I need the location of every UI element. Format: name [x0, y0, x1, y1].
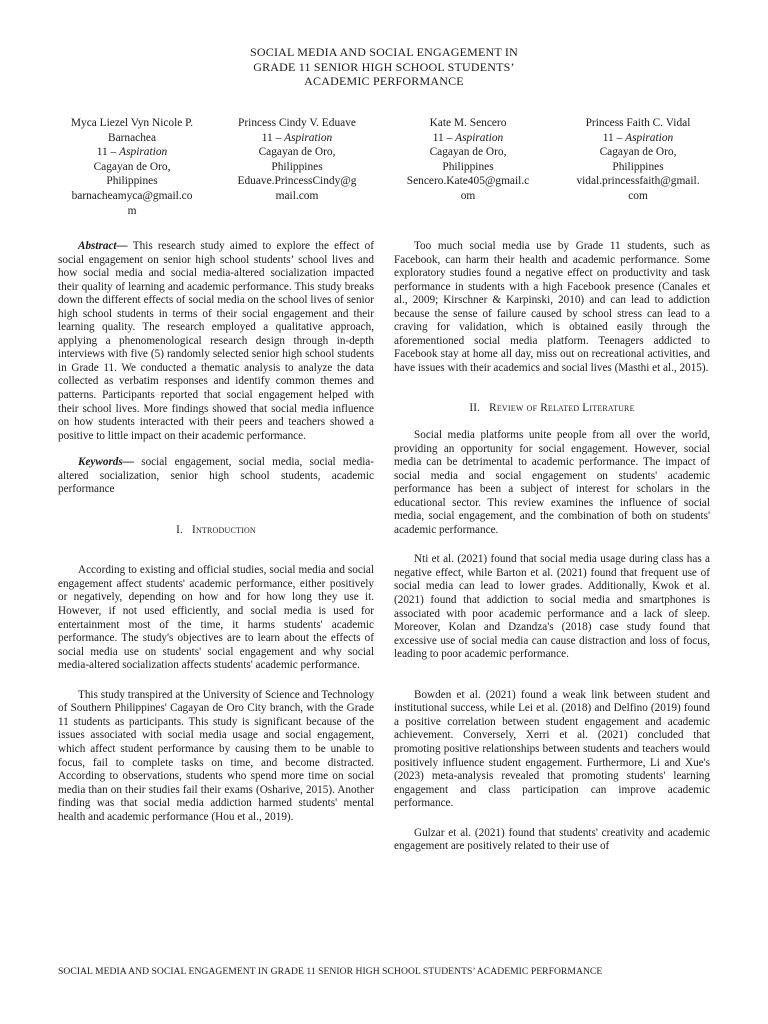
- author-email: com: [628, 189, 648, 202]
- author-name: Barnachea: [107, 131, 157, 144]
- intro-paragraph: According to existing and official studies, social media and social engagement affect students' academic performance, either positively or negatively, depending on how and for how long they use it. However, if not used efficiently, and social media is used for entertainment most of the time, it harms students' academic performance. The study's objectives are to learn about the effects of social media use on students' social engagement and why social media-altered socialization affects students' academic performance.: [58, 564, 374, 672]
- author-email: Eduave.PrincessCindy@g: [237, 175, 357, 188]
- author-email: mail.com: [275, 189, 319, 202]
- author-name: Princess Cindy V. Eduave: [238, 117, 356, 129]
- author-name: Kate M. Sencero: [429, 117, 507, 129]
- title-line: SOCIAL MEDIA AND SOCIAL ENGAGEMENT IN: [250, 45, 518, 59]
- review-paragraph: Social media platforms unite people from all over the world, providing an opportunity for social engagement. However, social media can be detrimental to academic performance. The impact of social media and social engagement on students' academic performance has been a subject of interest for scholars in the educational sector. This review examines the influence of social media, social engagement, and the combination of both on students' academic performance.: [394, 429, 710, 536]
- author-country: Philippines: [612, 160, 664, 173]
- author-email: Sencero.Kate405@gmail.c: [406, 175, 530, 188]
- review-paragraph: Bowden et al. (2021) found a weak link between student and institutional success, while Lei et al. (2018) and Delfino (2019) found a positive correlation between student engagement and academic achievement. Conversely, Xerri et al. (2021) concluded that promoting positive relationships between students and teachers would positively influence student engagement. Furthermore, Li and Xue's (2023) meta-analysis revealed that promoting students' learning engagement and class participation can improve academic performance.: [394, 688, 710, 810]
- author-country: Philippines: [271, 160, 323, 173]
- paper-title: [184, 45, 584, 89]
- intro-continuation-paragraph: Too much social media use by Grade 11 students, such as Facebook, can harm their health and academic performance. Some exploratory studies found a negative effect on productivity and task performance in students with a high Facebook presence (Canales et al., 2009; Kirschner & Karpinski, 2010) and can lead to addiction because the sense of failure caused by school stress can lead to a craving for validation, which is obtained easily through the aforementioned social media platform. Teenagers addicted to Facebook stay at home all day, miss out on recreational activities, and have issues with their academics and social lives (Masthi et al., 2015).: [394, 240, 710, 374]
- author-email: m: [127, 204, 137, 217]
- author-city: Cagayan de Oro,: [258, 146, 336, 159]
- section-heading-introduction: I. Introduction: [176, 523, 256, 536]
- author-grade-section: 11 – Aspiration: [602, 131, 674, 144]
- section-heading-review: II. Review of Related Literature: [469, 402, 635, 415]
- title-line: GRADE 11 SENIOR HIGH SCHOOL STUDENTS’: [253, 59, 515, 74]
- author-block-3: [384, 116, 552, 204]
- author-grade-section: 11 – Aspiration: [261, 131, 333, 144]
- author-city: Cagayan de Oro,: [429, 146, 507, 159]
- left-column: [58, 240, 374, 824]
- keywords-text: social engagement, social media, social media-altered socialization, senior high school students, academic performance: [58, 456, 374, 496]
- author-email: vidal.princessfaith@gmail.: [576, 175, 700, 188]
- author-city: Cagayan de Oro,: [599, 146, 677, 159]
- author-grade-section: 11 – Aspiration: [96, 146, 168, 159]
- running-footer: SOCIAL MEDIA AND SOCIAL ENGAGEMENT IN GRADE 11 SENIOR HIGH SCHOOL STUDENTS’ ACADEMIC PERFORMANCE: [58, 966, 603, 977]
- review-paragraph: Nti et al. (2021) found that social media usage during class has a negative effect, while Barton et al. (2021) found that frequent use of social media can lead to lower grades. Additionally, Kwok et al. (2021) found that addiction to social media and smartphones is associated with poor academic performance and a lack of sleep. Moreover, Kolan and Dzandza's (2018) case study found that excessive use of social media can cause distraction and loss of focus, leading to poor academic performance.: [394, 553, 710, 661]
- author-country: Philippines: [442, 160, 494, 173]
- abstract-label: Abstract—: [78, 240, 128, 252]
- author-name: Myca Liezel Vyn Nicole P.: [70, 117, 194, 129]
- author-block-1: [48, 116, 216, 218]
- author-name: Princess Faith C. Vidal: [585, 117, 691, 129]
- abstract: [58, 240, 374, 443]
- keywords-label: Keywords—: [78, 456, 134, 469]
- abstract-text: This research study aimed to explore the effect of social engagement on senior high school students’ school lives and how social media and social media-altered socialization impacted their quality of learning and academic performance. This study breaks down the different effects of social media on the school lives of senior high school students in terms of their social engagement and their learning quality. The research employed a qualitative approach, applying a phenomenological research design through in-depth interviews with five (5) randomly selected senior high school students in Grade 11. We conducted a thematic analysis to analyze the data collected as verbatim responses and identify common themes and patterns. Participants reported that social engagement helped with their school lives. More findings showed that social media influence on how students interacted with their peers and teachers showed a positive to little impact on their academic performance.: [58, 240, 374, 442]
- author-block-4: [554, 116, 722, 204]
- author-email: om: [460, 189, 476, 202]
- right-column: [394, 240, 710, 854]
- review-paragraph: Gulzar et al. (2021) found that students' creativity and academic engagement are positively related to their use of: [394, 826, 710, 853]
- author-country: Philippines: [106, 175, 158, 188]
- keywords: [58, 456, 374, 497]
- author-block-2: [213, 116, 381, 204]
- author-city: Cagayan de Oro,: [93, 160, 171, 173]
- author-email: barnacheamyca@gmail.co: [71, 189, 193, 202]
- intro-paragraph: This study transpired at the University of Science and Technology of Southern Philippines' Cagayan de Oro City branch, with the Grade 11 students as participants. This study is significant because of the issues associated with social media usage and social engagement, which affect student performance by causing them to be unable to focus, fail to complete tasks on time, and become distracted. According to observations, students who spend more time on social media than on their studies fail their exams (Osharive, 2015). Another finding was that social media addiction harmed students' mental health and academic performance (Hou et al., 2019).: [58, 688, 374, 823]
- author-grade-section: 11 – Aspiration: [432, 131, 504, 144]
- title-line: ACADEMIC PERFORMANCE: [304, 74, 464, 88]
